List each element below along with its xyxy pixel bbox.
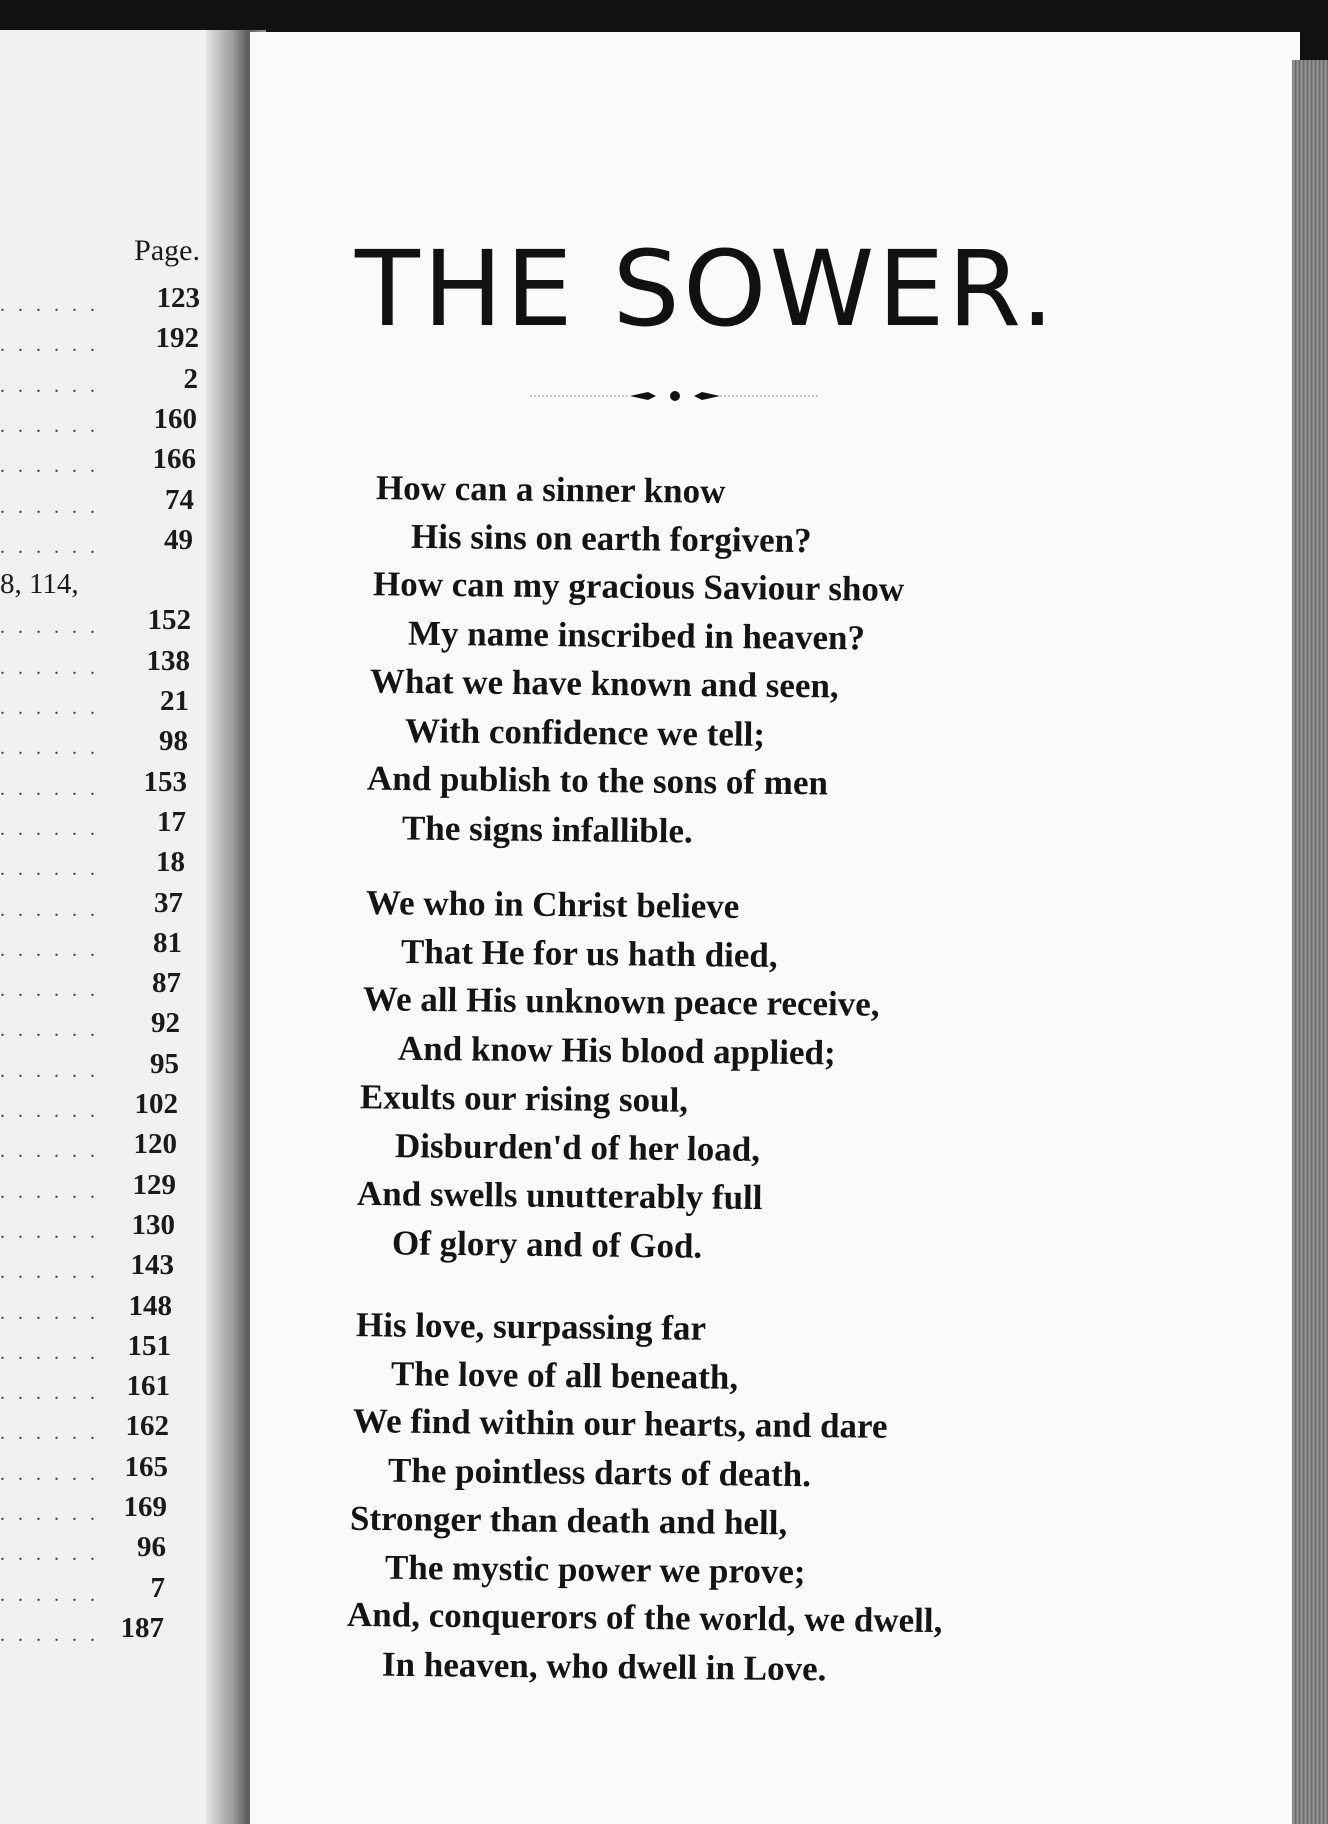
index-page-number: 7 [150,1571,165,1604]
poem-line: We who in Christ believe [365,883,740,926]
index-page-number: 129 [132,1168,176,1201]
leader-dots: . . . . . . [0,1059,99,1082]
index-page-number: 74 [165,483,194,516]
poem-line: His sins on earth forgiven? [410,516,812,560]
poem-line: And publish to the sons of men [366,758,829,803]
index-page-number: 2 [183,362,198,395]
index-row [0,887,183,923]
leader-dots: . . . . . . [0,1220,99,1243]
leader-dots: . . . . . . [0,1341,99,1364]
index-row [0,1451,168,1487]
leader-dots: . . . . . . [0,979,99,1002]
poem-line: Stronger than death and hell, [349,1498,788,1543]
leader-dots: . . . . . . [0,656,99,679]
index-page-number: 95 [150,1047,179,1080]
leader-dots: . . . . . . [0,938,99,961]
index-row [0,1370,170,1406]
poem-line: And, conquerors of the world, we dwell, [346,1594,943,1641]
leader-dots: . . . . . . [0,1019,99,1042]
index-row [0,363,198,399]
leader-dots: . . . . . . [0,777,99,800]
index-row [0,645,190,681]
index-row [0,524,193,560]
index-row [0,725,188,761]
index-page-number: 166 [152,443,196,476]
index-page-number: 169 [123,1491,167,1523]
index-row [0,1572,165,1608]
leader-dots: . . . . . . [0,1100,99,1122]
index-page-number: 98 [159,725,188,758]
index-row [0,1612,164,1648]
index-page-number: 49 [164,523,193,556]
poem-line: Disburden'd of her load, [394,1125,760,1169]
index-page-number: 18 [156,846,185,879]
leader-dots: . . . . . . [0,1583,99,1606]
index-row [0,604,191,640]
ornament-divider [530,386,820,406]
index-page-number: 152 [147,604,191,637]
index-page-number: 102 [134,1088,178,1120]
leader-dots: . . . . . . [0,1301,99,1324]
index-row [0,1048,179,1084]
index-row [0,1410,169,1446]
leader-dots: . . . . . . [0,1382,99,1405]
index-row [0,1330,171,1366]
leader-dots: . . . . . . [0,737,99,760]
poem-line: Exults our rising soul, [359,1077,689,1120]
index-row [0,1007,180,1043]
index-row [0,1209,175,1245]
leader-dots: . . . . . . [0,414,99,437]
index-page-number: 123 [156,282,200,314]
leader-dots: . . . . . . [0,616,99,639]
leader-dots: . . . . . . [0,817,99,840]
index-row [0,443,196,479]
index-page-number: 165 [124,1450,168,1483]
leader-dots: . . . . . . [0,294,99,316]
poem-line: How can my gracious Saviour show [372,564,905,609]
poem-line: With confidence we tell; [404,710,765,754]
index-row [0,322,199,358]
leader-dots: . . . . . . [0,1140,99,1163]
index-row [0,282,200,318]
leader-dots: . . . . . . [0,334,99,357]
index-page-number: 160 [153,402,197,435]
poem-line: We all His unknown peace receive, [362,979,880,1024]
poem-line: The love of all beneath, [390,1353,738,1397]
leader-dots: . . . . . . [0,697,99,719]
leader-dots: . . . . . . [0,1503,99,1525]
index-page-number: 87 [152,967,181,1000]
index-page-number: 138 [146,644,190,677]
poem-line: And know His blood applied; [397,1028,836,1072]
leader-dots: . . . . . . [0,374,99,397]
poem-line: His love, surpassing far [355,1305,707,1348]
poem-line: The signs infallible. [401,807,693,851]
poem-line: That He for us hath died, [400,931,778,975]
index-page-number: 148 [128,1289,172,1322]
index-page-number: 21 [160,685,189,717]
poem-line: Of glory and of God. [391,1222,702,1266]
index-page-number: 192 [155,322,199,355]
index-page-heading: Page. [134,234,200,267]
index-page-number: 92 [151,1007,180,1040]
index-page-number: 81 [153,926,182,959]
index-page-number: 143 [130,1249,174,1282]
poem-line: In heaven, who dwell in Love. [381,1644,827,1688]
poem-line: And swells unutterably full [356,1173,763,1218]
leader-dots: . . . . . . [0,898,99,921]
index-page-number: 130 [131,1208,175,1241]
index-row [0,1128,177,1164]
index-row [0,846,185,882]
index-row [0,1088,178,1124]
index-row [0,1290,172,1326]
leader-dots: . . . . . . [0,535,99,558]
leader-dots: . . . . . . [0,1543,99,1566]
poem-line: My name inscribed in heaven? [407,613,865,657]
index-page-number: 37 [154,886,183,919]
index-page-number: 151 [127,1329,171,1362]
leader-dots: . . . . . . [0,1422,99,1445]
index-page-number: 162 [125,1410,169,1443]
leader-dots: . . . . . . [0,1180,99,1203]
poem-line: The mystic power we prove; [384,1547,806,1591]
index-page-number: 120 [133,1128,177,1161]
poem-line: How can a sinner know [375,468,726,511]
index-row [0,403,197,439]
index-row [0,967,181,1003]
index-row [0,1491,167,1527]
index-page-number: 187 [120,1611,164,1644]
index-page-number: 161 [126,1370,170,1403]
index-row [0,1169,176,1205]
page-edge [1292,60,1328,1824]
poem-line: We find within our hearts, and dare [352,1401,888,1446]
poem-title: THE SOWER. [355,228,1058,350]
leader-dots: . . . . . . [0,495,99,518]
index-row [0,685,189,721]
index-row [0,927,182,963]
index-row [0,1531,166,1567]
index-row [0,766,187,802]
index-page-number: 17 [157,805,186,838]
poem-line: The pointless darts of death. [387,1450,811,1494]
poem-line: What we have known and seen, [369,661,839,706]
leader-dots: . . . . . . [0,858,99,881]
leader-dots: . . . . . . [0,1462,99,1485]
index-page-number: 96 [137,1531,166,1564]
leader-dots: . . . . . . [0,1623,99,1646]
index-partial-entry: 8, 114, [0,568,79,600]
index-row [0,484,194,520]
index-page-number: 153 [143,765,187,798]
index-row [0,806,186,842]
leader-dots: . . . . . . [0,1261,99,1284]
leader-dots: . . . . . . [0,455,99,478]
index-row [0,1249,174,1285]
